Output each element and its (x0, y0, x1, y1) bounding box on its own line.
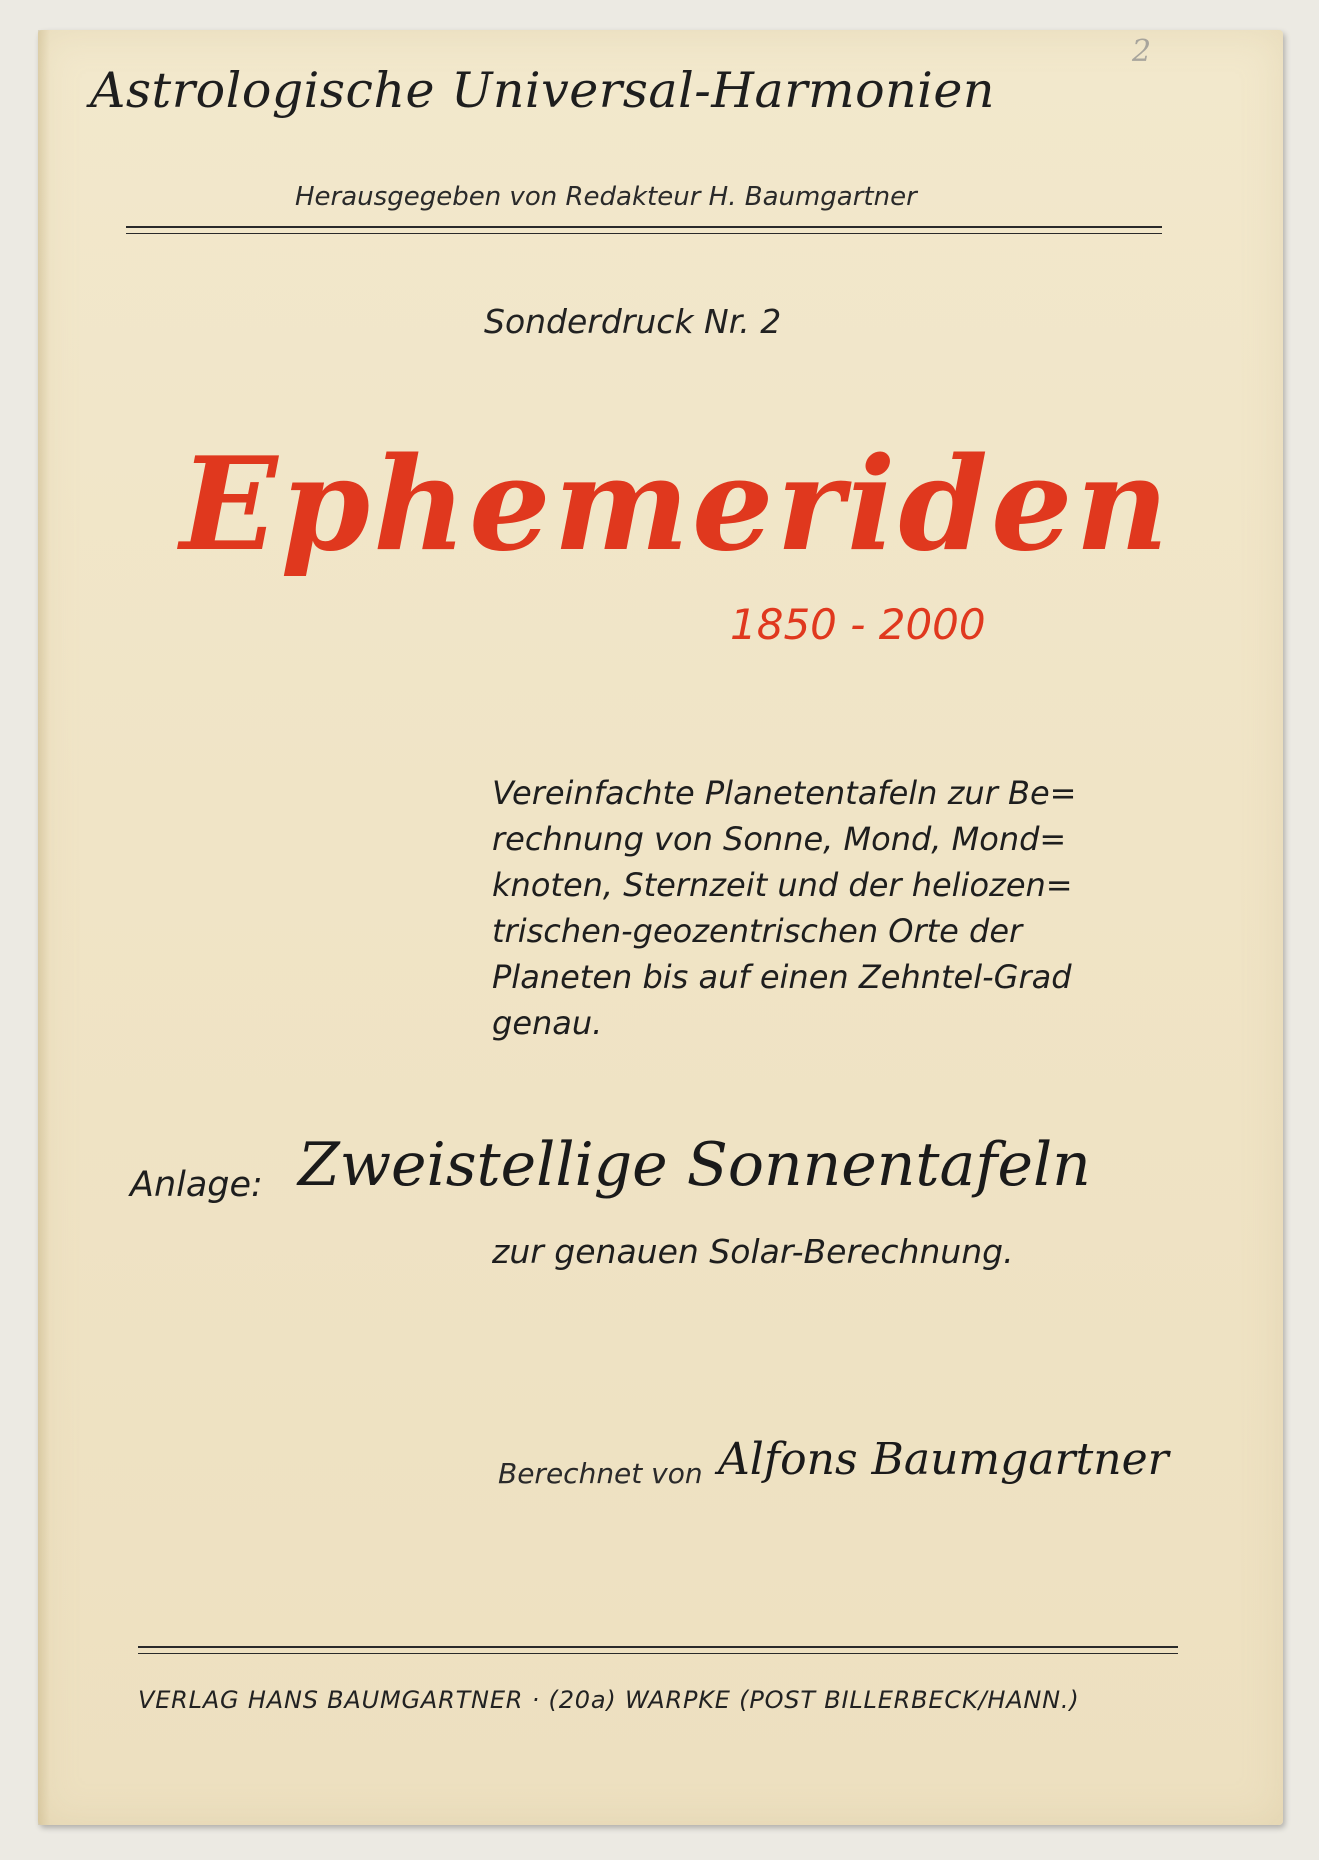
description-line: trischen-geozentrischen Orte der (492, 912, 1023, 950)
description-line: rechnung von Sonne, Mond, Mond= (492, 820, 1067, 858)
description-line: genau. (492, 1004, 603, 1042)
description-line: Vereinfachte Planetentafeln zur Be= (492, 774, 1077, 812)
footer-rule-top (138, 1646, 1178, 1648)
annex-label: Anlage: (130, 1165, 263, 1205)
footer-rule-bottom (138, 1653, 1178, 1654)
calculated-by-label: Berechnet von (498, 1457, 703, 1490)
corner-pencil-mark: 2 (1132, 34, 1152, 69)
annex-subtitle: zur genauen Solar-Berechnung. (492, 1232, 1014, 1271)
year-range: 1850 - 2000 (730, 600, 986, 649)
main-title: Ephemeriden (180, 430, 1172, 580)
header-rule-bottom (126, 233, 1162, 234)
series-title: Astrologische Universal-Harmonien (90, 62, 995, 119)
annex-title: Zweistellige Sonnentafeln (298, 1130, 1091, 1200)
special-print-number: Sonderdruck Nr. 2 (484, 302, 782, 341)
description-line: knoten, Sternzeit und der heliozen= (492, 866, 1073, 904)
description (492, 770, 1192, 1046)
editor-line: Herausgegeben von Redakteur H. Baumgartner (295, 182, 917, 212)
header-rule-top (126, 226, 1162, 228)
publisher-line: VERLAG HANS BAUMGARTNER · (20a) WARPKE (POST BILLERBECK/HANN.) (138, 1686, 1080, 1714)
description-line: Planeten bis auf einen Zehntel-Grad (492, 958, 1072, 996)
calculated-by-name: Alfons Baumgartner (718, 1434, 1169, 1485)
